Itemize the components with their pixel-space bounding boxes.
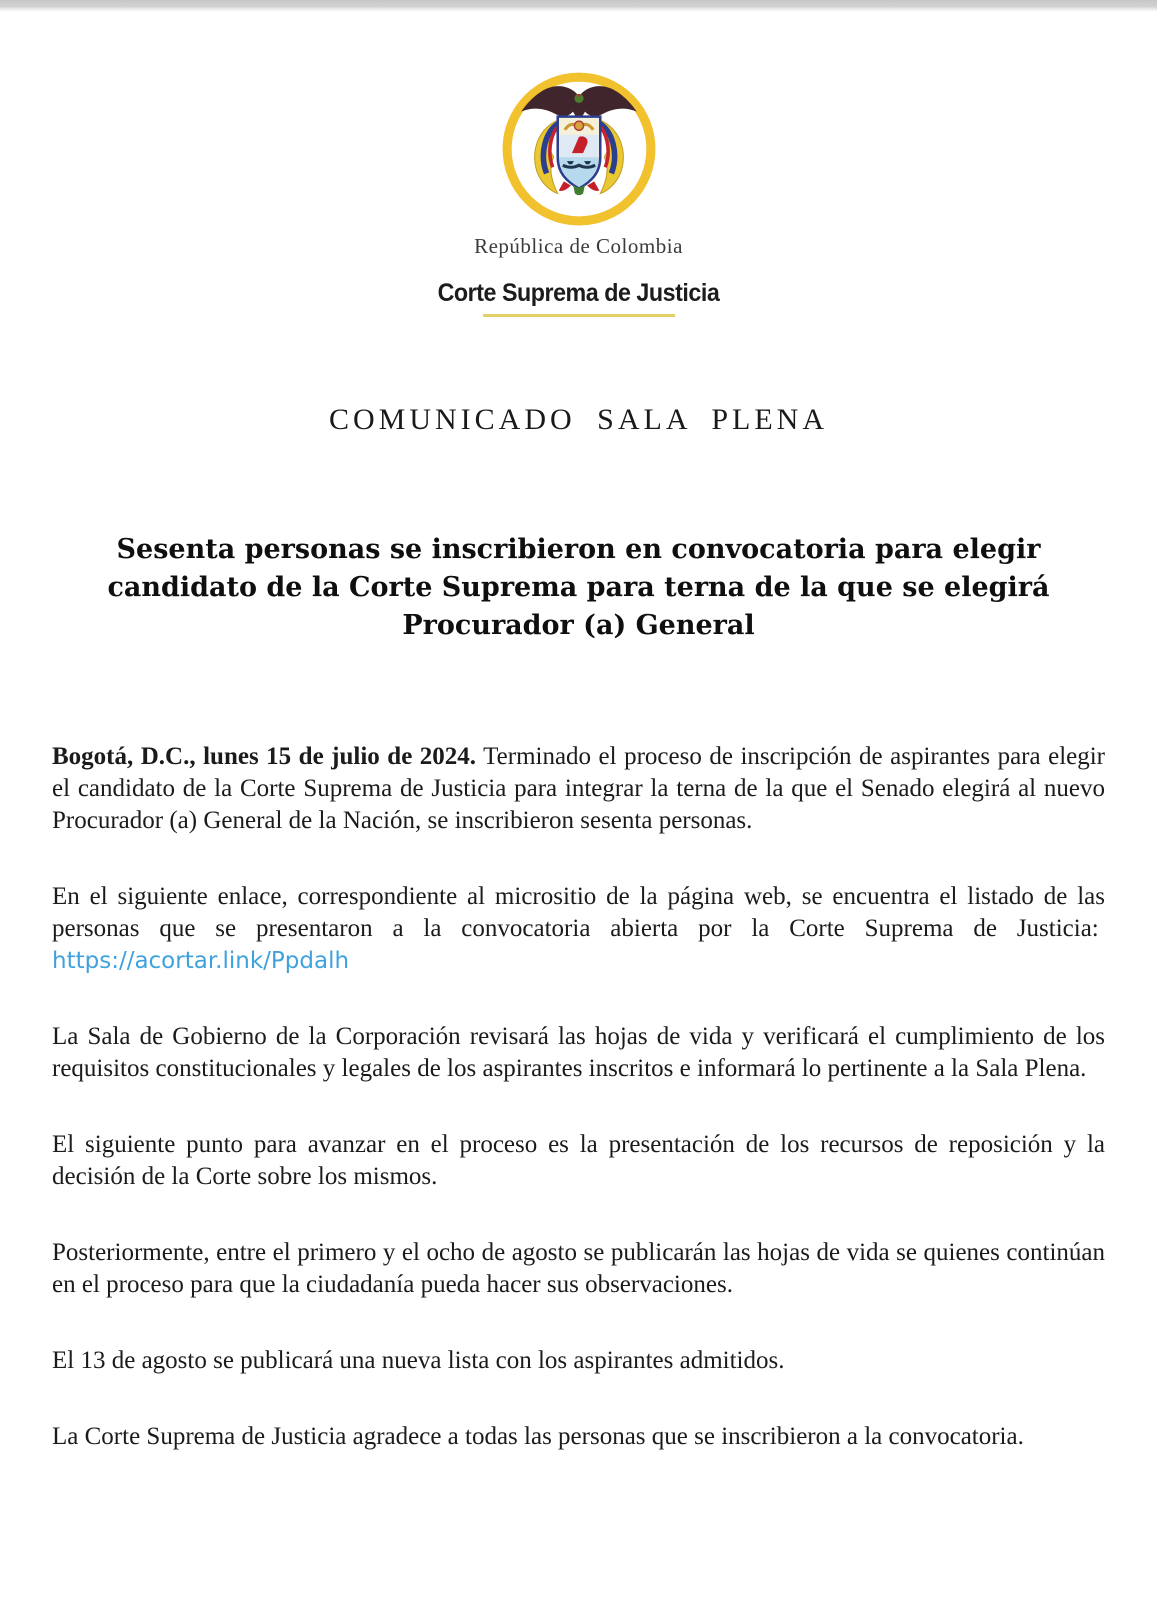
colombia-coat-of-arms-icon (498, 66, 660, 228)
micrositio-link[interactable]: https://acortar.link/Ppdalh (52, 948, 350, 974)
letterhead-institution: Corte Suprema de Justicia (437, 279, 720, 307)
paragraph-recursos: El siguiente punto para avanzar en el proceso es la presentación de los recursos de reposición y la decisión de la Corte sobre los mismos. (52, 1131, 1105, 1190)
paragraph-agradecimiento: La Corte Suprema de Justicia agradece a todas las personas que se inscribieron a la convocatoria. (52, 1423, 1024, 1450)
paragraph-publicacion-hojas: Posteriormente, entre el primero y el ocho de agosto se publicarán las hojas de vida se quienes continúan en el proceso para que la ciudadanía pueda hacer sus observaciones. (52, 1239, 1105, 1298)
letterhead (0, 0, 1157, 317)
paragraph-dateline-text: Terminado el proceso de inscripción de aspirantes para elegir el candidato de la Corte Suprema de Justicia para integrar la terna de la que el Senado elegirá al nuevo Procurador (a) General de la Nación, se inscribieron sesenta personas. (52, 743, 1106, 834)
document-title: COMUNICADO SALA PLENA (328, 403, 829, 436)
headline (89, 531, 1069, 645)
headline-line-1: Sesenta personas se inscribieron en convocatoria para elegir (116, 534, 1041, 565)
document-body (52, 741, 1105, 1453)
headline-line-3: Procurador (a) General (402, 610, 755, 641)
letterhead-gold-rule (483, 314, 675, 317)
paragraph-lista-admitidos: El 13 de agosto se publicará una nueva lista con los aspirantes admitidos. (52, 1347, 785, 1374)
paragraph-sala-gobierno: La Sala de Gobierno de la Corporación revisará las hojas de vida y verificará el cumplimiento de los requisitos constitucionales y legales de los aspirantes inscritos e informará lo pertinente a la Sala Plena. (52, 1023, 1105, 1082)
headline-line-2: candidato de la Corte Suprema para terna de la que se elegirá (107, 572, 1050, 603)
paragraph-dateline (52, 741, 1105, 837)
dateline-bold: Bogotá, D.C., lunes 15 de julio de 2024. (52, 743, 477, 770)
scan-artifact-top-bar (0, 0, 1157, 12)
letterhead-country: República de Colombia (474, 234, 683, 258)
paragraph-micrositio (52, 881, 1105, 977)
paragraph-micrositio-text: En el siguiente enlace, correspondiente al micrositio de la página web, se encuentra el listado de las personas que se presentaron a la convocatoria abierta por la Corte Suprema de Justicia: (52, 883, 1105, 942)
